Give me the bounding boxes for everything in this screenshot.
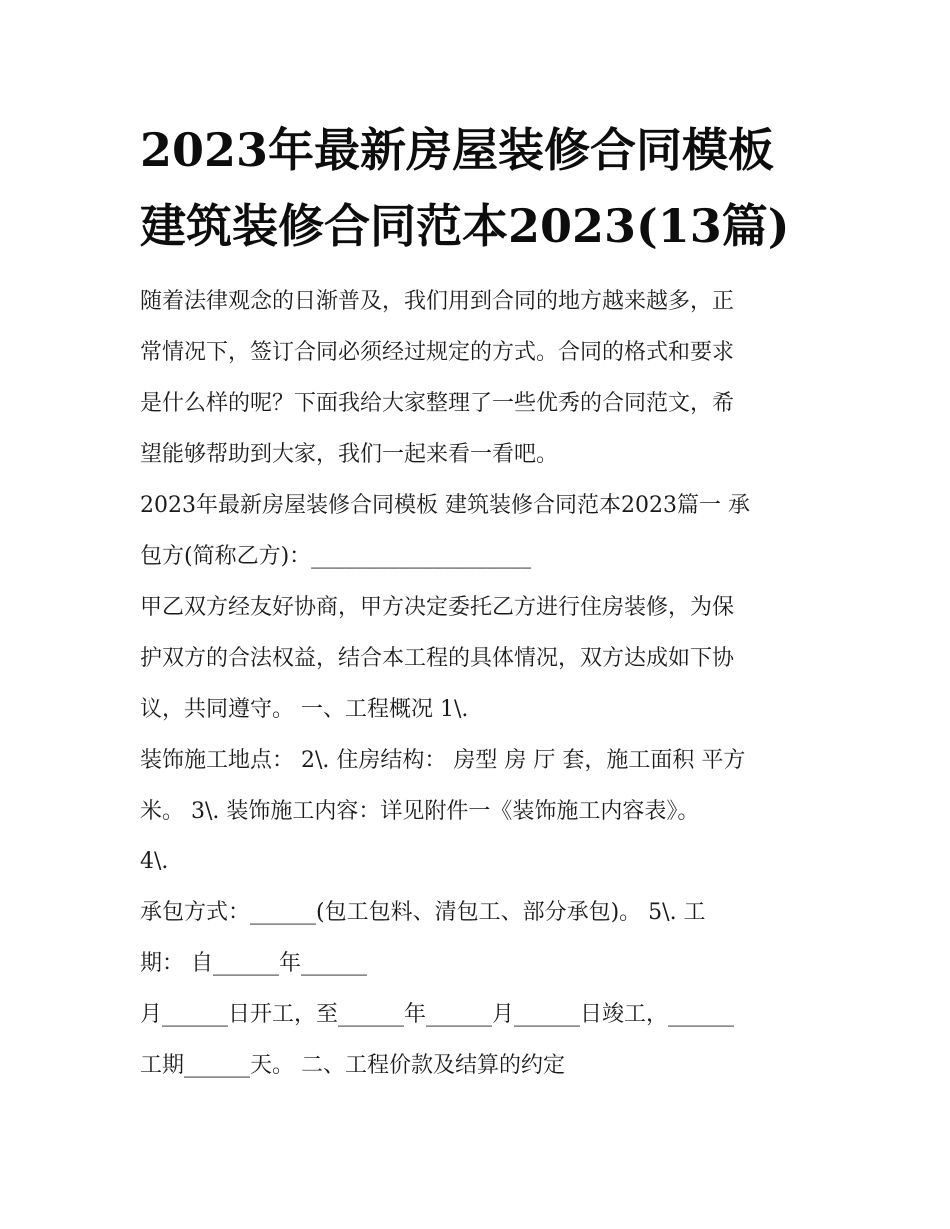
body-line: 月______日开工，至______年______月______日竣工，______ <box>140 1002 735 1027</box>
body-line: 4\. <box>140 849 169 874</box>
body-line: 是什么样的呢？下面我给大家整理了一些优秀的合同范文，希 <box>140 391 735 416</box>
body-line: 工期______天。 二、工程价款及结算的约定 <box>140 1053 565 1078</box>
body-line: 议，共同遵守。 一、工程概况 1\. <box>140 697 469 722</box>
document-body <box>140 276 830 1091</box>
body-line: 包方(简称乙方)：____________________ <box>140 544 532 569</box>
body-line: 甲乙双方经友好协商，甲方决定委托乙方进行住房装修，为保 <box>140 595 735 620</box>
body-line: 承包方式：______(包工包料、清包工、部分承包)。 5\. 工 <box>140 900 706 925</box>
body-line: 随着法律观念的日渐普及，我们用到合同的地方越来越多，正 <box>140 289 735 314</box>
body-line: 米。 3\. 装饰施工内容：详见附件一《装饰施工内容表》。 <box>140 799 700 824</box>
title-line-2: 建筑装修合同范本2023(13篇) <box>140 199 790 253</box>
title-line-1: 2023年最新房屋装修合同模板 <box>140 123 775 177</box>
body-line: 2023年最新房屋装修合同模板 建筑装修合同范本2023篇一 承 <box>140 493 750 518</box>
body-line: 装饰施工地点： 2\. 住房结构： 房型 房 厅 套，施工面积 平方 <box>140 748 746 773</box>
body-line: 护双方的合法权益，结合本工程的具体情况，双方达成如下协 <box>140 646 735 671</box>
body-line: 常情况下，签订合同必须经过规定的方式。合同的格式和要求 <box>140 340 735 365</box>
document-title <box>140 112 830 264</box>
body-line: 期： 自______年______ <box>140 951 367 976</box>
body-line: 望能够帮助到大家，我们一起来看一看吧。 <box>140 442 559 467</box>
